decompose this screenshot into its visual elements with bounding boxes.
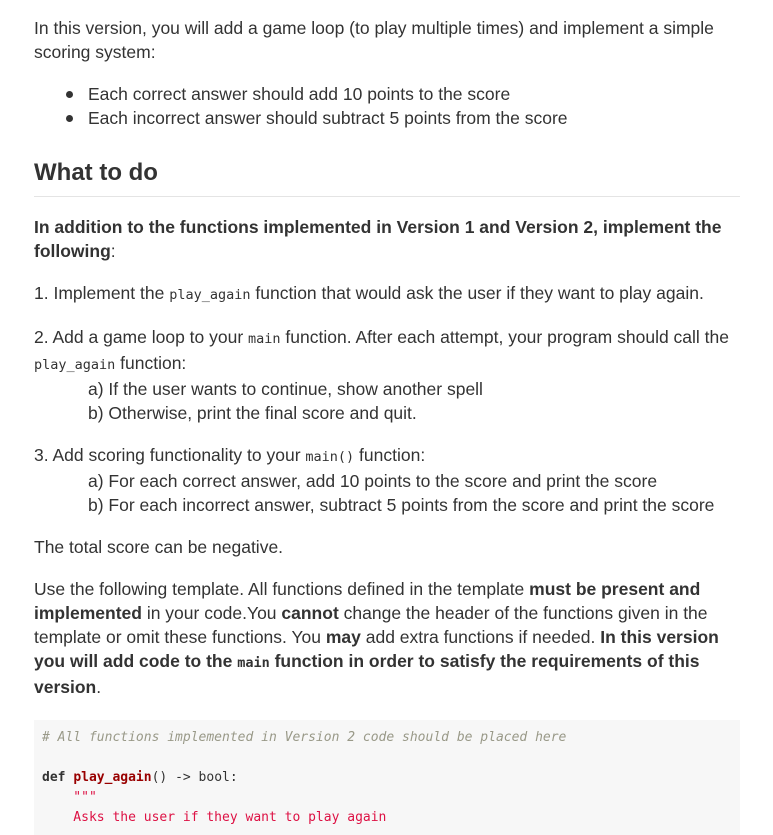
template-text: in your code.You — [141, 603, 282, 623]
step-3-b: b) For each incorrect answer, subtract 5 points from the score and print the score — [88, 495, 715, 515]
step-3-text-end: function: — [354, 445, 426, 465]
scoring-list — [34, 82, 740, 130]
template-text: add extra functions if needed. — [360, 627, 601, 647]
step-2-a: a) If the user wants to continue, show another spell — [88, 379, 483, 399]
step-2-paragraph — [34, 325, 740, 377]
template-bold: must be present and implemented — [34, 579, 701, 623]
code-docstring-line: Asks the user if they want to play again — [42, 810, 387, 825]
template-bold: may — [325, 627, 361, 647]
code-comment: # All functions implemented in Version 2 code should be placed here — [42, 730, 567, 745]
code-signature: () -> bool: — [151, 770, 238, 785]
lead-colon: : — [110, 241, 116, 261]
template-paragraph — [34, 577, 740, 699]
document — [34, 16, 740, 835]
list-item: Each correct answer should add 10 points to the score — [88, 82, 740, 106]
step-2-b: b) Otherwise, print the final score and quit. — [88, 403, 417, 423]
inline-code: play_again — [34, 357, 116, 373]
step-3-text: 3. Add scoring functionality to your — [34, 445, 306, 465]
section-heading: What to do — [34, 158, 740, 197]
step-1-text: 1. Implement the — [34, 283, 170, 303]
step-2-text: 2. Add a game loop to your — [34, 327, 249, 347]
inline-code: main — [237, 655, 270, 671]
code-keyword: def — [42, 770, 66, 785]
template-text: change the header of the functions given in the template or omit these functions. You — [34, 603, 708, 647]
step-1 — [34, 281, 740, 307]
intro-paragraph: In this version, you will add a game loop (to play multiple times) and implement a simple scoring system: — [34, 18, 714, 62]
lead-text: In addition to the functions implemented in Version 1 and Version 2, implement the following — [34, 217, 722, 261]
step-3 — [34, 443, 740, 517]
lead-paragraph — [34, 215, 740, 263]
step-3-a: a) For each correct answer, add 10 points to the score and print the score — [88, 471, 658, 491]
code-docstring-open: """ — [42, 790, 97, 805]
template-text: Use the following template. All functions defined in the template — [34, 579, 530, 599]
template-bold: function in order to satisfy the requirements of this version — [34, 651, 700, 697]
code-function-name: play_again — [73, 770, 152, 785]
inline-code: main — [248, 331, 281, 347]
inline-code: main() — [305, 449, 355, 465]
template-bold: cannot — [281, 603, 339, 623]
list-item: Each incorrect answer should subtract 5 points from the score — [88, 106, 740, 130]
step-3-paragraph — [34, 443, 740, 469]
template-bold: In this version you will add code to the — [34, 627, 719, 671]
inline-code: play_again — [169, 287, 251, 303]
negative-note: The total score can be negative. — [34, 537, 284, 557]
step-1-text-end: function that would ask the user if they want to play again. — [250, 283, 704, 303]
step-2-text-mid: function. After each attempt, your program should call the — [280, 327, 729, 347]
template-text: . — [96, 677, 102, 697]
step-2-text-end: function: — [115, 353, 187, 373]
code-block — [34, 720, 740, 835]
step-2 — [34, 325, 740, 425]
